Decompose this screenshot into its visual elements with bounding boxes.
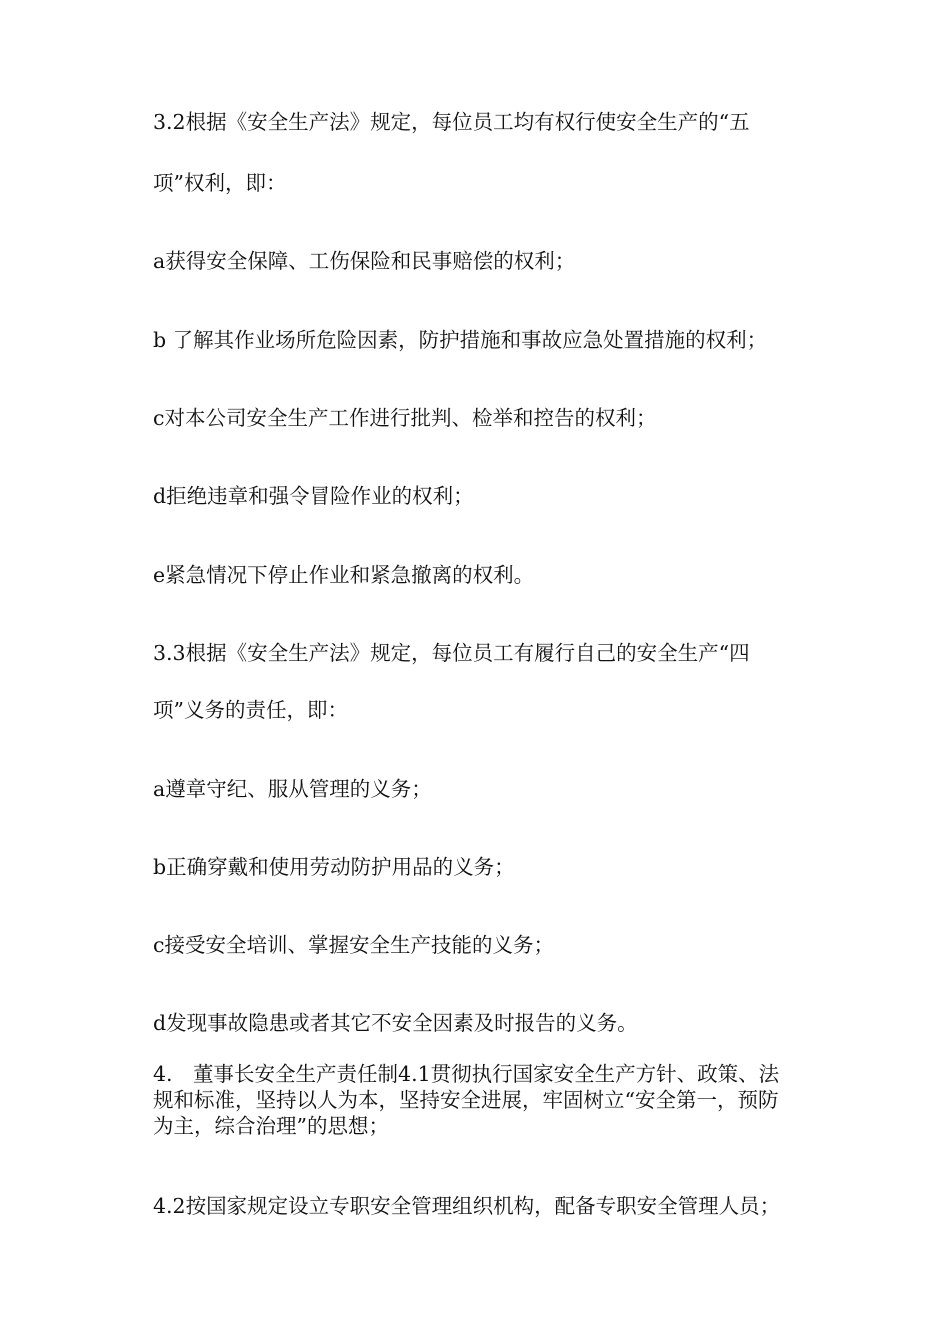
text-line-duty-d: d发现事故隐患或者其它不安全因素及时报告的义务。	[153, 1011, 638, 1035]
text-line-right-c: c对本公司安全生产工作进行批判、检举和控告的权利；	[153, 406, 657, 430]
section-4-paragraph	[153, 1061, 853, 1139]
text-line-3-2-b: 项”权利，即：	[153, 171, 287, 195]
text-line-3-3-a: 3.3根据《安全生产法》规定，每位员工有履行自己的安全生产“四	[153, 641, 750, 665]
section-4-line-3: 为主，综合治理”的思想；	[153, 1114, 389, 1138]
text-line-duty-c: c接受安全培训、掌握安全生产技能的义务；	[153, 933, 554, 957]
text-line-right-e: e紧急情况下停止作业和紧急撤离的权利。	[153, 563, 535, 587]
section-4-line-1: 4. 董事长安全生产责任制4.1贯彻执行国家安全生产方针、政策、法	[153, 1062, 780, 1086]
text-line-right-d: d拒绝违章和强令冒险作业的权利；	[153, 484, 474, 508]
text-line-4-2: 4.2按国家规定设立专职安全管理组织机构，配备专职安全管理人员；	[153, 1194, 781, 1218]
text-line-right-b: b 了解其作业场所危险因素，防护措施和事故应急处置措施的权利；	[153, 328, 768, 352]
section-4-line-2: 规和标准，坚持以人为本，坚持安全进展，牢固树立“安全第一，预防	[153, 1088, 779, 1112]
text-line-duty-b: b正确穿戴和使用劳动防护用品的义务；	[153, 855, 515, 879]
text-line-duty-a: a遵章守纪、服从管理的义务；	[153, 777, 432, 801]
text-line-right-a: a获得安全保障、工伤保险和民事赔偿的权利；	[153, 249, 576, 273]
text-line-3-3-b: 项”义务的责任，即：	[153, 698, 348, 722]
text-line-3-2-a: 3.2根据《安全生产法》规定，每位员工均有权行使安全生产的“五	[153, 110, 750, 134]
